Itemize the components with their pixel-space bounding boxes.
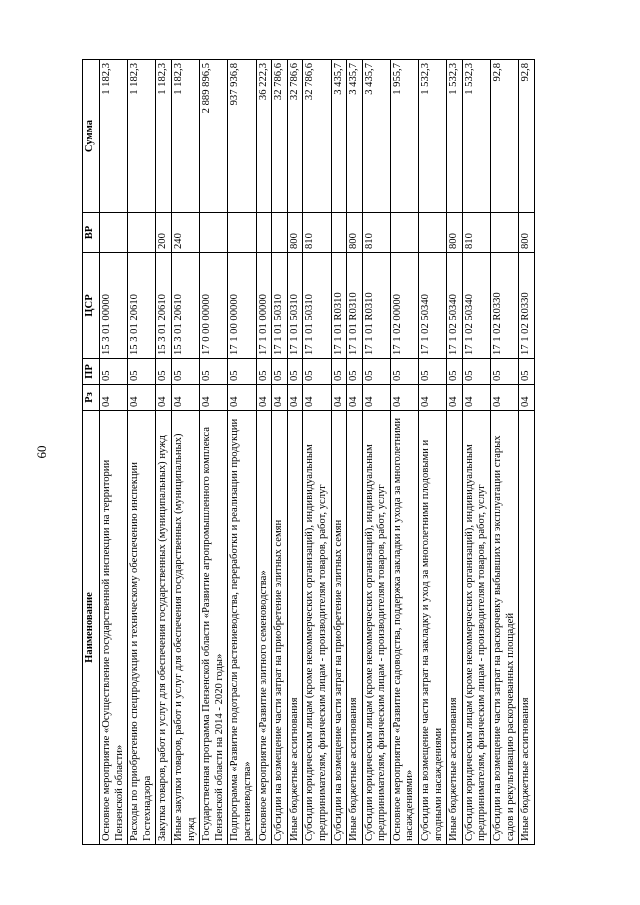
row-rz-cell: 04 [419,385,447,411]
table-row [362,60,390,845]
row-rz-cell: 04 [287,385,303,411]
row-csr-cell: 17 1 02 R0330 [491,253,519,359]
row-rz-cell: 04 [100,385,128,411]
rotated-page-content [82,60,560,845]
row-sum-cell: 1 532,3 [462,60,490,213]
table-row [447,60,463,845]
row-csr-cell: 17 1 00 00000 [228,253,256,359]
row-vr-cell [491,213,519,253]
row-name-cell: Закупка товаров, работ и услуг для обеспечения государственных (муниципальных) нужд [156,411,172,845]
row-name-cell: Субсидии юридическим лицам (кроме некоммерческих организаций), индивидуальным предпринимателям, физическим лицам - производителям товаров, работ, услуг [462,411,490,845]
row-vr-cell: 800 [519,213,535,253]
row-pr-cell: 05 [100,359,128,385]
row-rz-cell: 04 [256,385,272,411]
row-vr-cell [128,213,156,253]
table-row [331,60,347,845]
row-name-cell: Иные закупки товаров, работ и услуг для обеспечения государственных (муниципальных) нужд [171,411,199,845]
row-pr-cell: 05 [171,359,199,385]
row-name-cell: Иные бюджетные ассигнования [287,411,303,845]
row-vr-cell [256,213,272,253]
row-sum-cell: 937 936,8 [228,60,256,213]
table-row [519,60,535,845]
row-name-cell: Иные бюджетные ассигнования [447,411,463,845]
table-row [491,60,519,845]
row-pr-cell: 05 [419,359,447,385]
row-name-cell: Основное мероприятие «Развитие садоводства, поддержка закладки и ухода за многолетними насаждениями» [390,411,418,845]
row-rz-cell: 04 [347,385,363,411]
row-sum-cell: 1 182,3 [156,60,172,213]
table-row [171,60,199,845]
row-csr-cell: 17 1 01 R0310 [347,253,363,359]
row-vr-cell: 200 [156,213,172,253]
row-csr-cell: 15 3 01 20610 [171,253,199,359]
row-pr-cell: 05 [303,359,331,385]
row-csr-cell: 17 1 01 50310 [303,253,331,359]
row-sum-cell: 36 222,3 [256,60,272,213]
row-csr-cell: 17 1 01 R0310 [362,253,390,359]
table-row [272,60,288,845]
row-pr-cell: 05 [272,359,288,385]
row-sum-cell: 1 955,7 [390,60,418,213]
row-vr-cell: 810 [362,213,390,253]
row-pr-cell: 05 [362,359,390,385]
table-row [462,60,490,845]
row-sum-cell: 1 532,3 [447,60,463,213]
row-pr-cell: 05 [519,359,535,385]
row-name-cell: Иные бюджетные ассигнования [347,411,363,845]
row-name-cell: Субсидии на возмещение части затрат на приобретение элитных семян [331,411,347,845]
row-pr-cell: 05 [491,359,519,385]
row-csr-cell: 15 3 01 00000 [100,253,128,359]
row-vr-cell [272,213,288,253]
row-rz-cell: 04 [171,385,199,411]
row-rz-cell: 04 [228,385,256,411]
table-row [256,60,272,845]
row-pr-cell: 05 [390,359,418,385]
row-sum-cell: 32 786,6 [272,60,288,213]
row-vr-cell: 800 [287,213,303,253]
row-rz-cell: 04 [447,385,463,411]
page-number: 60 [34,445,49,459]
table-body [100,60,535,845]
row-pr-cell: 05 [128,359,156,385]
header-pr: ПР [83,359,100,385]
header-csr: ЦСР [83,253,100,359]
row-sum-cell: 92,8 [491,60,519,213]
row-pr-cell: 05 [156,359,172,385]
budget-table [82,59,535,845]
row-rz-cell: 04 [362,385,390,411]
row-vr-cell [100,213,128,253]
row-vr-cell: 800 [447,213,463,253]
row-rz-cell: 04 [272,385,288,411]
row-name-cell: Подпрограмма «Развитие подотрасли растениеводства, переработки и реализации продукции растениеводства» [228,411,256,845]
row-name-cell: Расходы по приобретению спецпродукции и техническому обеспечению инспекции Гостехнадзора [128,411,156,845]
row-csr-cell: 17 1 02 50340 [447,253,463,359]
row-name-cell: Субсидии на возмещение части затрат на раскорчевку выбывших из эксплуатации старых садов и рекультивацию раскорчеванных площадей [491,411,519,845]
row-csr-cell: 17 1 02 50340 [462,253,490,359]
row-pr-cell: 05 [256,359,272,385]
row-rz-cell: 04 [200,385,228,411]
row-rz-cell: 04 [331,385,347,411]
row-pr-cell: 05 [462,359,490,385]
row-sum-cell: 32 786,6 [287,60,303,213]
row-sum-cell: 3 435,7 [331,60,347,213]
table-row [228,60,256,845]
row-sum-cell: 92,8 [519,60,535,213]
table-row [303,60,331,845]
row-vr-cell [228,213,256,253]
table-header-row [83,60,100,845]
row-csr-cell: 17 1 02 00000 [390,253,418,359]
row-vr-cell [419,213,447,253]
header-vr: ВР [83,213,100,253]
table-row [419,60,447,845]
row-name-cell: Субсидии юридическим лицам (кроме некоммерческих организаций), индивидуальным предпринимателям, физическим лицам - производителям товаров, работ, услуг [362,411,390,845]
table-row [347,60,363,845]
header-rz: Рз [83,385,100,411]
row-pr-cell: 05 [228,359,256,385]
row-csr-cell: 15 3 01 20610 [156,253,172,359]
row-sum-cell: 1 532,3 [419,60,447,213]
table-row [200,60,228,845]
row-name-cell: Основное мероприятие «Осуществление государственной инспекции на территории Пензенской области» [100,411,128,845]
row-pr-cell: 05 [447,359,463,385]
table-row [100,60,128,845]
row-sum-cell: 1 182,3 [128,60,156,213]
row-csr-cell: 15 3 01 20610 [128,253,156,359]
row-sum-cell: 32 786,6 [303,60,331,213]
row-name-cell: Субсидии на возмещение части затрат на приобретение элитных семян [272,411,288,845]
row-name-cell: Иные бюджетные ассигнования [519,411,535,845]
table-row [390,60,418,845]
row-csr-cell: 17 1 01 R0310 [331,253,347,359]
row-rz-cell: 04 [303,385,331,411]
header-name: Наименование [83,411,100,845]
row-pr-cell: 05 [287,359,303,385]
table-row [287,60,303,845]
row-name-cell: Государственная программа Пензенской области «Развитие агропромышленного комплекса Пензенской области на 2014 - 2020 годы» [200,411,228,845]
row-csr-cell: 17 1 01 50310 [287,253,303,359]
row-vr-cell [331,213,347,253]
row-pr-cell: 05 [331,359,347,385]
table-row [128,60,156,845]
row-csr-cell: 17 0 00 00000 [200,253,228,359]
table-row [156,60,172,845]
row-csr-cell: 17 1 01 50310 [272,253,288,359]
row-sum-cell: 3 435,7 [347,60,363,213]
row-rz-cell: 04 [156,385,172,411]
row-vr-cell: 810 [462,213,490,253]
row-vr-cell [390,213,418,253]
header-sum: Сумма [83,60,100,213]
row-vr-cell [200,213,228,253]
row-sum-cell: 2 889 896,5 [200,60,228,213]
row-sum-cell: 3 435,7 [362,60,390,213]
row-pr-cell: 05 [347,359,363,385]
row-csr-cell: 17 1 02 50340 [419,253,447,359]
row-vr-cell: 240 [171,213,199,253]
row-name-cell: Основное мероприятие «Развитие элитного семеноводства» [256,411,272,845]
row-csr-cell: 17 1 02 R0330 [519,253,535,359]
row-pr-cell: 05 [200,359,228,385]
row-sum-cell: 1 182,3 [171,60,199,213]
row-sum-cell: 1 182,3 [100,60,128,213]
row-rz-cell: 04 [462,385,490,411]
row-rz-cell: 04 [491,385,519,411]
row-rz-cell: 04 [390,385,418,411]
row-vr-cell: 800 [347,213,363,253]
row-rz-cell: 04 [519,385,535,411]
row-name-cell: Субсидии юридическим лицам (кроме некоммерческих организаций), индивидуальным предпринимателям, физическим лицам - производителям товаров, работ, услуг [303,411,331,845]
row-name-cell: Субсидии на возмещение части затрат на закладку и уход за многолетними плодовыми и ягодными насаждениями [419,411,447,845]
row-vr-cell: 810 [303,213,331,253]
row-rz-cell: 04 [128,385,156,411]
row-csr-cell: 17 1 01 00000 [256,253,272,359]
